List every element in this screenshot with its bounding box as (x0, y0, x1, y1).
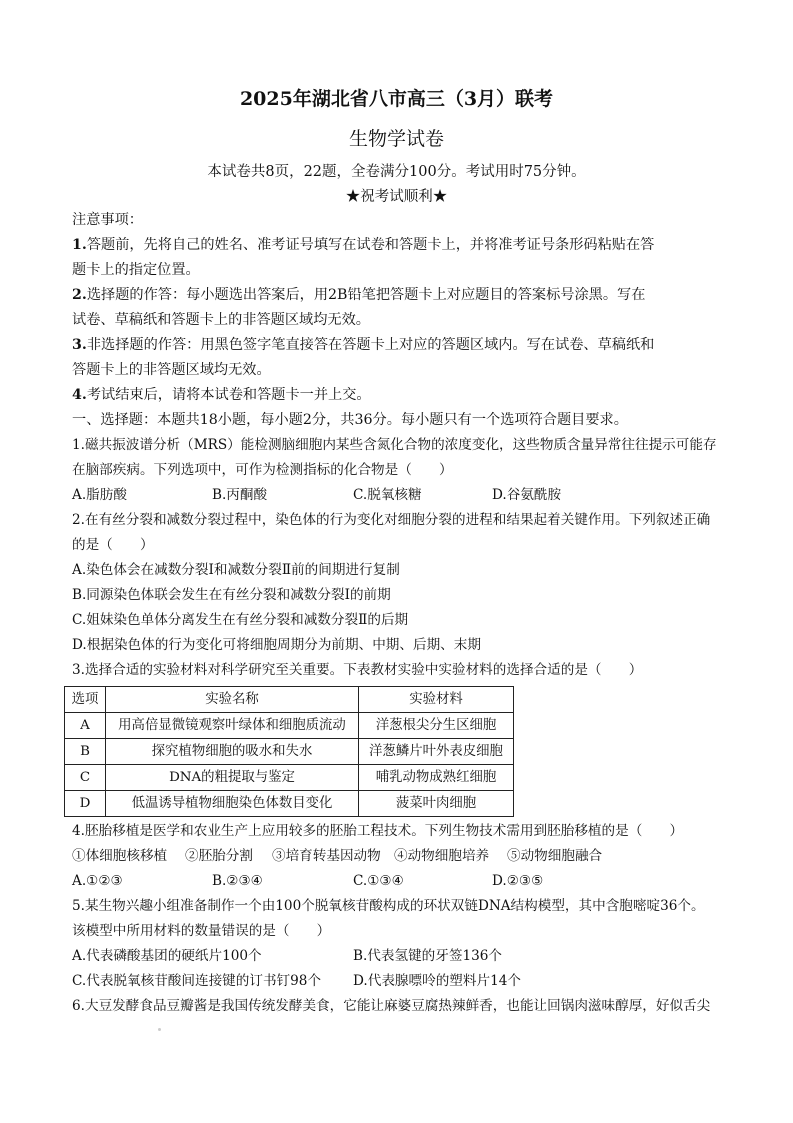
q5-option-d: D.代表腺嘌呤的塑料片14个 (353, 973, 521, 989)
table-cell: DNA的粗提取与鉴定 (106, 765, 359, 791)
note-3-line-1 (72, 333, 724, 358)
q4-item-2: ②胚胎分割 (185, 848, 253, 864)
q2-option-a: A.染色体会在减数分裂Ⅰ和减数分裂Ⅱ前的间期进行复制 (72, 562, 400, 578)
note-text: 选择题的作答：每小题选出答案后，用2B铅笔把答题卡上对应题目的答案标号涂黑。写在 (86, 287, 646, 303)
table-cell: 洋葱根尖分生区细胞 (359, 713, 514, 739)
table-cell: D (65, 791, 106, 817)
q1-line-2: 在脑部疾病。下列选项中，可作为检测指标的化合物是（ ） (72, 462, 453, 478)
table-cell: B (65, 739, 106, 765)
q4-option-c: C.①③④ (353, 873, 404, 889)
table-cell: 哺乳动物成熟红细胞 (359, 765, 514, 791)
note-2-line-1 (72, 283, 724, 308)
note-1-line-2: 题卡上的指定位置。 (72, 262, 200, 278)
note-2-line-2: 试卷、草稿纸和答题卡上的非答题区域均无效。 (72, 312, 370, 328)
table-cell: 低温诱导植物细胞染色体数目变化 (106, 791, 359, 817)
table-cell: 用高倍显微镜观察叶绿体和细胞质流动 (106, 713, 359, 739)
q1-options (72, 483, 724, 508)
q5-options-row-2 (72, 969, 724, 994)
q6-line-1: 6.大豆发酵食品豆瓣酱是我国传统发酵美食，它能让麻婆豆腐热辣鲜香，也能让回锅肉滋味醇厚，好似舌尖 (72, 998, 711, 1014)
table-header-row (65, 687, 514, 713)
note-text: 答题前，先将自己的姓名、准考证号填写在试卷和答题卡上，并将准考证号条形码粘贴在答 (86, 237, 655, 253)
note-number: 2. (72, 287, 87, 303)
q4-options (72, 869, 724, 894)
note-3-line-2: 答题卡上的非答题区域均无效。 (72, 362, 271, 378)
q5-option-b: B.代表氢键的牙签136个 (353, 948, 503, 964)
note-number: 1. (72, 237, 87, 253)
q1-line-1: 1.磁共振波谱分析（MRS）能检测脑细胞内某些含氮化合物的浓度变化，这些物质含量异常往往提示可能存 (72, 437, 717, 453)
q2-line-2: 的是（ ） (72, 537, 154, 553)
q4-option-a: A.①②③ (72, 873, 123, 889)
note-4-line-1 (72, 383, 724, 408)
q1-option-c: C.脱氧核糖 (353, 487, 422, 503)
table-row (65, 791, 514, 817)
q5-option-c: C.代表脱氧核苷酸间连接键的订书钉98个 (72, 973, 322, 989)
section-1-heading: 一、选择题：本题共18小题，每小题2分，共36分。每小题只有一个选项符合题目要求。 (72, 412, 628, 428)
q3-line-1: 3.选择合适的实验材料对科学研究至关重要。下表教材实验中实验材料的选择合适的是（ ） (72, 662, 643, 678)
notes-heading: 注意事项： (72, 212, 143, 228)
q5-line-1: 5.某生物兴趣小组准备制作一个由100个脱氧核苷酸构成的环状双链DNA结构模型，其中含胞嘧啶36个。 (72, 898, 705, 914)
table-cell: 洋葱鳞片叶外表皮细胞 (359, 739, 514, 765)
q3-table (64, 686, 514, 817)
q4-option-b: B.②③④ (212, 873, 263, 889)
note-number: 3. (72, 337, 87, 353)
table-row (65, 713, 514, 739)
q2-option-d: D.根据染色体的行为变化可将细胞周期分为前期、中期、后期、末期 (72, 637, 481, 653)
note-text: 非选择题的作答：用黑色签字笔直接答在答题卡上对应的答题区域内。写在试卷、草稿纸和 (86, 337, 655, 353)
note-number: 4. (72, 387, 87, 403)
table-header: 实验材料 (359, 687, 514, 713)
q4-item-4: ④动物细胞培养 (394, 848, 490, 864)
q4-item-3: ③培育转基因动物 (272, 848, 381, 864)
table-cell: 探究植物细胞的吸水和失水 (106, 739, 359, 765)
q2-line-1: 2.在有丝分裂和减数分裂过程中，染色体的行为变化对细胞分裂的进程和结果起着关键作用。下列叙述正确 (72, 512, 711, 528)
table-row (65, 765, 514, 791)
exam-subtitle: 生物学试卷 (348, 128, 444, 150)
q1-option-b: B.丙酮酸 (212, 487, 268, 503)
table-cell: A (65, 713, 106, 739)
q1-option-a: A.脂肪酸 (72, 487, 127, 503)
exam-wish: ★祝考试顺利★ (345, 189, 448, 205)
note-1-line-1 (72, 233, 724, 258)
q5-option-a: A.代表磷酸基团的硬纸片100个 (72, 948, 262, 964)
q4-option-d: D.②③⑤ (492, 873, 544, 889)
q5-options-row-1 (72, 944, 724, 969)
table-header: 选项 (65, 687, 106, 713)
q4-item-1: ①体细胞核移植 (72, 848, 168, 864)
exam-info: 本试卷共8页，22题，全卷满分100分。考试用时75分钟。 (207, 164, 586, 180)
note-text: 考试结束后，请将本试卷和答题卡一并上交。 (86, 387, 371, 403)
q4-item-5: ⑤动物细胞融合 (507, 848, 603, 864)
q5-line-2: 该模型中所用材料的数量错误的是（ ） (72, 923, 331, 939)
page-speck (158, 1028, 161, 1031)
q2-option-b: B.同源染色体联会发生在有丝分裂和减数分裂Ⅰ的前期 (72, 587, 391, 603)
q4-items (72, 844, 724, 869)
q2-option-c: C.姐妹染色单体分离发生在有丝分裂和减数分裂Ⅱ的后期 (72, 612, 409, 628)
exam-content (72, 208, 724, 1019)
table-cell: 菠菜叶肉细胞 (359, 791, 514, 817)
exam-title: 2025年湖北省八市高三（3月）联考 (239, 88, 554, 110)
table-header: 实验名称 (106, 687, 359, 713)
table-row (65, 739, 514, 765)
q1-option-d: D.谷氨酰胺 (492, 487, 562, 503)
q4-line-1: 4.胚胎移植是医学和农业生产上应用较多的胚胎工程技术。下列生物技术需用到胚胎移植的是（ ） (72, 823, 684, 839)
table-cell: C (65, 765, 106, 791)
